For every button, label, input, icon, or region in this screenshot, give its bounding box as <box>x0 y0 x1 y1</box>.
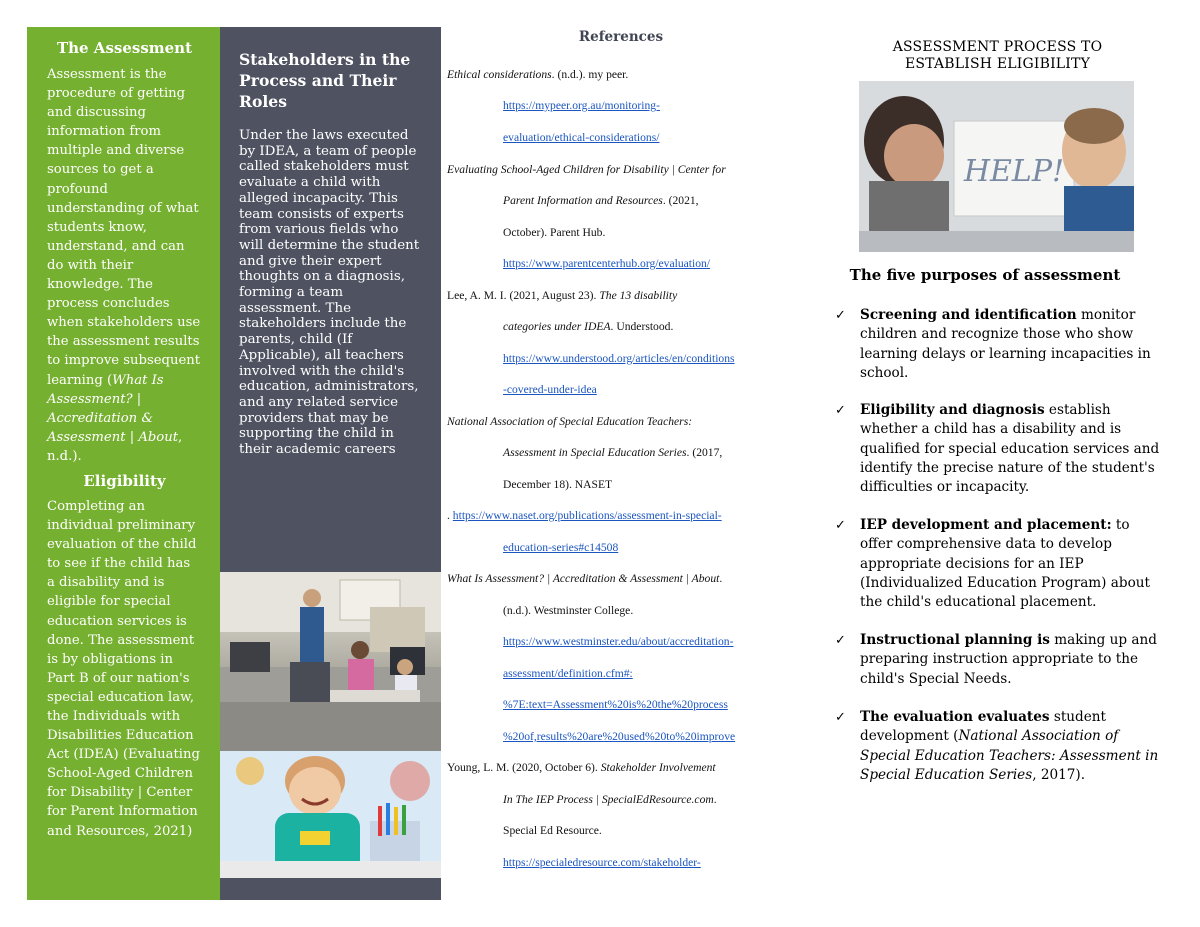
reference-4-link-cont[interactable]: education-series#c14508 <box>503 541 619 554</box>
reference-5-link[interactable]: https://www.westminster.edu/about/accreditation- <box>503 635 734 648</box>
checkmark-icon: ✓ <box>835 633 846 648</box>
assessment-citation: What Is Assessment? | Accreditation & Assessment | About <box>47 372 179 445</box>
reference-4-link[interactable]: https://www.naset.org/publications/assessment-in-special- <box>452 509 722 522</box>
purpose-item: ✓ Eligibility and diagnosis establish whether a child has a disability and is qualified for special education services and identify the precise nature of the student's difficulties or incapacity. <box>835 402 1160 496</box>
reference-2: Evaluating School-Aged Children for Disability | Center for <box>447 163 726 176</box>
reference-1-link-cont[interactable]: evaluation/ethical-considerations/ <box>503 131 660 144</box>
purpose-item: ✓ IEP development and placement: to offer comprehensive data to develop appropriate decisions for an IEP (Individualized Education Program) about the child's educational placement. <box>835 517 1151 611</box>
stakeholders-panel <box>220 27 441 900</box>
reference-5-link-cont-2[interactable]: %7E:text=Assessment%20is%20the%20process <box>503 698 728 711</box>
reference-3-link-cont[interactable]: -covered-under-idea <box>503 383 597 396</box>
help-sign-photo <box>859 81 1134 252</box>
reference-6: Young, L. M. (2020, October 6). Stakeholder Involvement <box>447 761 716 774</box>
reference-5: What Is Assessment? | Accreditation & Assessment | About. <box>447 572 723 585</box>
purpose-item: ✓ The evaluation evaluates student development (National Association of Special Education Teachers: Assessment in Special Education Series, 2017). <box>835 709 1159 783</box>
help-sign-text: HELP! <box>963 154 1065 189</box>
checkmark-icon: ✓ <box>835 710 846 725</box>
reference-4: National Association of Special Education Teachers: <box>447 415 693 428</box>
reference-3: Lee, A. M. I. (2021, August 23). The 13 disability <box>447 289 678 302</box>
stakeholders-heading: Stakeholders in the Process and Their Roles <box>239 50 411 111</box>
checkmark-icon: ✓ <box>835 518 846 533</box>
purpose-item: ✓ Screening and identification monitor children and recognize those who show learning delays or learning incapacities in school. <box>835 307 1151 381</box>
checkmark-icon: ✓ <box>835 403 846 418</box>
references-title: References <box>578 29 664 45</box>
eligibility-text: Completing an individual preliminary evaluation of the child to see if the child has a disability and is eligible for special education services is done. The assessment is by obligations in Part B of our nation's special education law, the Individuals with Disabilities Education Act (IDEA) (Evaluating School-Aged Children for Disability | Center for Parent Information and Resources, 2021) <box>47 498 200 839</box>
reference-5-link-cont-1[interactable]: assessment/definition.cfm#: <box>503 667 633 680</box>
reference-2-link[interactable]: https://www.parentcenterhub.org/evaluation/ <box>503 257 711 270</box>
reference-1: Ethical considerations. (n.d.). my peer. <box>447 68 629 81</box>
assessment-text: Assessment is the procedure of getting and discussing information from multiple and diverse sources to get a profound understanding of what students know, understand, and can do with their knowledge. The process concludes when stakeholders use the assessment results to improve subsequent learning (What Is Assessment? | Accreditation & Assessment | About, n.d.). <box>47 67 201 464</box>
eligibility-heading: Eligibility <box>83 471 166 490</box>
process-title: ASSESSMENT PROCESS TO ESTABLISH ELIGIBILITY <box>892 39 1103 72</box>
classroom-photo <box>220 572 441 751</box>
assessment-heading: The Assessment <box>56 39 193 57</box>
references-section: References Ethical considerations. (n.d.). my peer. https://mypeer.org.au/monitoring- evaluation/ethical-considerations/ Evaluating School-Aged Children for Disability | Center for Parent Information and Resources. (2021, October). Parent Hub. https://www.parentcenterhub.org/evaluation/ Lee, A. M. I. (2021, August 23). The 13 disability categories under IDEA. Understood. https://www.understood.org/articles/en/conditions -covered-under-idea National Association of Special Education Teachers: Assessment in Special Education Series. (2017, December 18). NASET . https://www.naset.org/publications/assessment-in-special- education-series#c14508 What Is Assessment? | Accreditation & Assessment | About. (n.d.). Westminster College. https://www.westminster.edu/about/accreditation- assessment/definition.cfm#: %7E:text=Assessment%20is%20the%20process %20of,results%20are%20used%20to%20improve Young, L. M. (2020, October 6). Stakeholder Involvement In The IEP Process | SpecialEdResource.com. Special Ed Resource. https://specialedresource.com/stakeholder- <box>447 27 827 45</box>
stakeholders-text: Under the laws executed by IDEA, a team of people called stakeholders must evaluate a child with alleged incapacity. This team consists of experts from various fields who will determine the student and give their expert thoughts on a diagnosis, forming a team assessment. The stakeholders include the parents, child (If Applicable), all teachers involved with the child's education, administrators, and any related service providers that may be supporting the child in their academic careers <box>239 128 420 458</box>
reference-1-link[interactable]: https://mypeer.org.au/monitoring- <box>503 99 660 112</box>
checkmark-icon: ✓ <box>835 308 846 323</box>
assessment-panel <box>27 27 220 900</box>
reference-3-link[interactable]: https://www.understood.org/articles/en/conditions <box>503 352 735 365</box>
reference-5-link-cont-3[interactable]: %20of,results%20are%20used%20to%20improve <box>503 730 736 743</box>
reference-6-link[interactable]: https://specialedresource.com/stakeholder- <box>503 856 701 869</box>
eligibility-process-section <box>835 27 1160 783</box>
purposes-heading: The five purposes of assessment <box>849 266 1121 284</box>
purpose-item: ✓ Instructional planning is making up and preparing instruction appropriate to the child's Special Needs. <box>835 632 1157 687</box>
smiling-boy-photo <box>220 751 441 878</box>
